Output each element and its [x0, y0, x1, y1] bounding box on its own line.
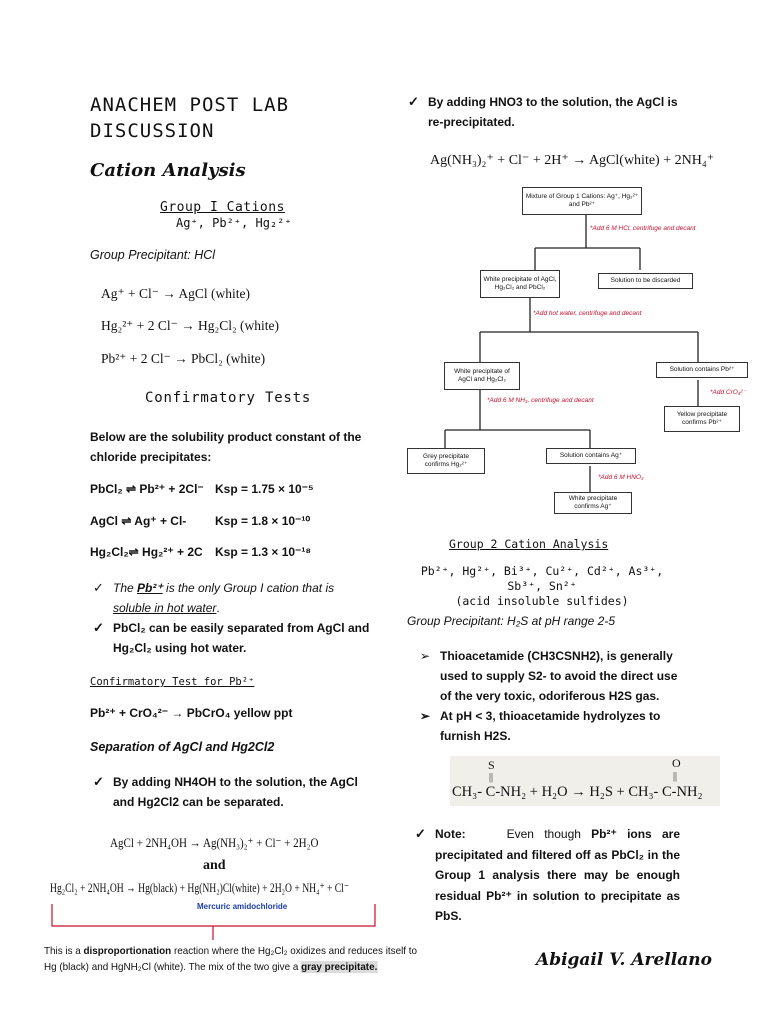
ksp-row-hg2cl2 — [90, 545, 380, 559]
ksp-value: Ksp = 1.75 × 10⁻⁵ — [215, 482, 314, 496]
check-hno3-line-2: re-precipitated. — [428, 115, 515, 129]
confirmatory-tests-heading: Confirmatory Tests — [145, 390, 312, 406]
thio-s-label: S — [488, 758, 495, 772]
author-signature: Abigail V. Arellano — [536, 950, 712, 970]
group2-ions-line-2: Sb³⁺, Sn²⁺ — [507, 579, 577, 593]
eq-agcl-nh4oh: AgCl + 2NH₄OH → Ag(NH₃)₂⁺ + Cl⁻ + 2H₂O — [110, 835, 319, 850]
flow-white-ppt2-box: White precipitate of AgCl and Hg₂Cl₂ — [444, 362, 520, 390]
reaction-pb: Pb²⁺ + 2 Cl⁻ → PbCl₂ (white) — [101, 351, 266, 366]
reaction-ag: Ag⁺ + Cl⁻ → AgCl (white) — [101, 286, 250, 301]
bullet1-line-3: of the very toxic, odoriferous H2S gas. — [440, 689, 660, 703]
bullet-thioacetamide — [440, 646, 710, 706]
eq-hg2cl2-nh4oh: Hg₂Cl₂ + 2NH₄OH → Hg(black) + Hg(NH₂)Cl(white) + 2H₂O + NH₄⁺ + Cl⁻ — [50, 880, 349, 895]
bullet-ph — [440, 706, 660, 746]
flow-step1: *Add 6 M HCl, centrifuge and decant — [590, 225, 696, 232]
note-pb-residual — [435, 824, 680, 927]
check-pb-soluble — [113, 578, 334, 618]
title-line-2: DISCUSSION — [90, 120, 215, 142]
ksp-row-pbcl2 — [90, 482, 380, 496]
flow-step4: *Add 6 M HNO₃ — [598, 474, 644, 481]
check-pbcl2-line-2: Hg₂Cl₂ using hot water. — [113, 641, 247, 655]
flow-ag-solution-box: Solution contains Ag⁺ — [546, 448, 636, 464]
group2-precipitant: Group Precipitant: H₂S at pH range 2-5 — [407, 614, 616, 628]
group2-ions-line-3: (acid insoluble sulfides) — [455, 594, 629, 608]
flow-white-ppt-box: White precipitate of AgCl, Hg₂Cl₂ and PbCl₂ — [480, 270, 560, 298]
flow-pb-solution-box: Solution contains Pb²⁺ — [656, 362, 748, 378]
group1-heading: Group I Cations — [160, 200, 285, 215]
thio-equation: CH₃- C-NH₂ + H₂O → H₂S + CH₃- C-NH₂ — [452, 784, 703, 800]
ksp-eq: Hg₂Cl₂⇌ Hg₂²⁺ + 2C — [90, 545, 203, 559]
group-precipitant: Group Precipitant: HCl — [90, 248, 216, 262]
flow-yellow-box: Yellow precipitate confirms Pb²⁺ — [664, 406, 740, 432]
thio-o-double-bond: || — [673, 771, 678, 782]
check-hno3-line-1: By adding HNO3 to the solution, the AgCl is — [428, 95, 678, 109]
eq-reprecipitation: Ag(NH₃)₂⁺ + Cl⁻ + 2H⁺ → AgCl(white) + 2NH₄⁺ — [430, 153, 715, 168]
flow-discard-box: Solution to be discarded — [598, 273, 693, 289]
note-line-4: residual Pb²⁺ in solution to precipitate as — [435, 888, 680, 903]
reaction-hg: Hg₂²⁺ + 2 Cl⁻ → Hg₂Cl₂ (white) — [101, 318, 280, 333]
flow-grey-box: Grey precipitate confirms Hg₂²⁺ — [407, 448, 485, 474]
separation-heading: Separation of AgCl and Hg2Cl2 — [90, 740, 275, 754]
ksp-intro-line-2: chloride precipitates: — [90, 450, 212, 464]
ksp-intro — [90, 427, 361, 467]
check-pbcl2-line-1: PbCl₂ can be easily separated from AgCl and — [113, 621, 370, 635]
flow-step2: *Add hot water, centrifuge and decant — [533, 310, 642, 317]
note-line-2: precipitated and filtered off as PbCl₂ in the — [435, 847, 680, 862]
ksp-value: Ksp = 1.8 × 10⁻¹⁰ — [215, 514, 311, 528]
check-nh4oh-line-2: and Hg2Cl2 can be separated. — [113, 795, 284, 809]
thio-s-double-bond: || — [489, 772, 494, 783]
note-line-3: Group 1 analysis there may be enough — [435, 868, 680, 882]
note-line-1: Note: Even though Pb²⁺ ions are — [435, 827, 680, 841]
ksp-eq: AgCl ⇌ Ag⁺ + Cl- — [90, 514, 187, 528]
bullet2-line-1: At pH < 3, thioacetamide hydrolyzes to — [440, 709, 661, 723]
bullet1-line-2: used to supply S2- to avoid the direct use — [440, 669, 678, 683]
check-pb-line-2: soluble in hot water. — [113, 601, 220, 615]
check-hno3 — [428, 92, 678, 132]
confirmatory-test-pb: Confirmatory Test for Pb²⁺ — [90, 676, 255, 688]
thio-o-label: O — [672, 756, 681, 770]
check-nh4oh — [113, 772, 358, 812]
group2-heading: Group 2 Cation Analysis — [449, 537, 609, 551]
title-line-1: ANACHEM POST LAB — [90, 94, 290, 116]
check-pb-line-1: The Pb²⁺ is the only Group I cation that is — [113, 581, 335, 595]
ksp-eq: PbCl₂ ⇌ Pb²⁺ + 2Cl⁻ — [90, 482, 204, 496]
mercuric-label: Mercuric amidochloride — [197, 902, 288, 911]
check-nh4oh-line-1: By adding NH4OH to the solution, the AgCl — [113, 775, 358, 789]
group2-ions-line-1: Pb²⁺, Hg²⁺, Bi³⁺, Cu²⁺, Cd²⁺, As³⁺, — [420, 564, 664, 578]
pb-cro4-reaction: Pb²⁺ + CrO₄²⁻ → PbCrO₄ yellow ppt — [90, 706, 293, 720]
flow-white-final-box: White precipitate confirms Ag⁺ — [554, 492, 632, 514]
check-pbcl2-separation — [113, 618, 369, 658]
bullet2-line-2: furnish H2S. — [440, 729, 511, 743]
page-title — [90, 92, 289, 144]
flow-add-cro4: *Add CrO₄²⁻ — [710, 389, 747, 396]
note-line-5: PbS. — [435, 909, 462, 923]
thioacetamide-equation-image — [450, 756, 720, 806]
and-label: and — [203, 858, 226, 873]
ksp-intro-line-1: Below are the solubility product constant of the — [90, 430, 362, 444]
cation-analysis-heading: Cation Analysis — [90, 160, 246, 181]
disproportionation-note: This is a disproportionation reaction where the Hg₂Cl₂ oxidizes and reduces itself to Hg (black) and HgNH₂Cl (white). The mix of the two give a gray precipitate. — [44, 945, 417, 973]
flow-mixture-box: Mixture of Group 1 Cations: Ag⁺, Hg₂²⁺ and Pb²⁺ — [522, 187, 642, 215]
ksp-value: Ksp = 1.3 × 10⁻¹⁸ — [215, 545, 312, 559]
group1-ions: Ag⁺, Pb²⁺, Hg₂²⁺ — [176, 216, 292, 230]
flow-step3: *Add 6 M NH₃, centrifuge and decant — [487, 397, 594, 404]
bullet1-line-1: Thioacetamide (CH3CSNH2), is generally — [440, 649, 673, 663]
ksp-row-agcl — [90, 514, 380, 528]
group2-ions — [412, 564, 672, 609]
